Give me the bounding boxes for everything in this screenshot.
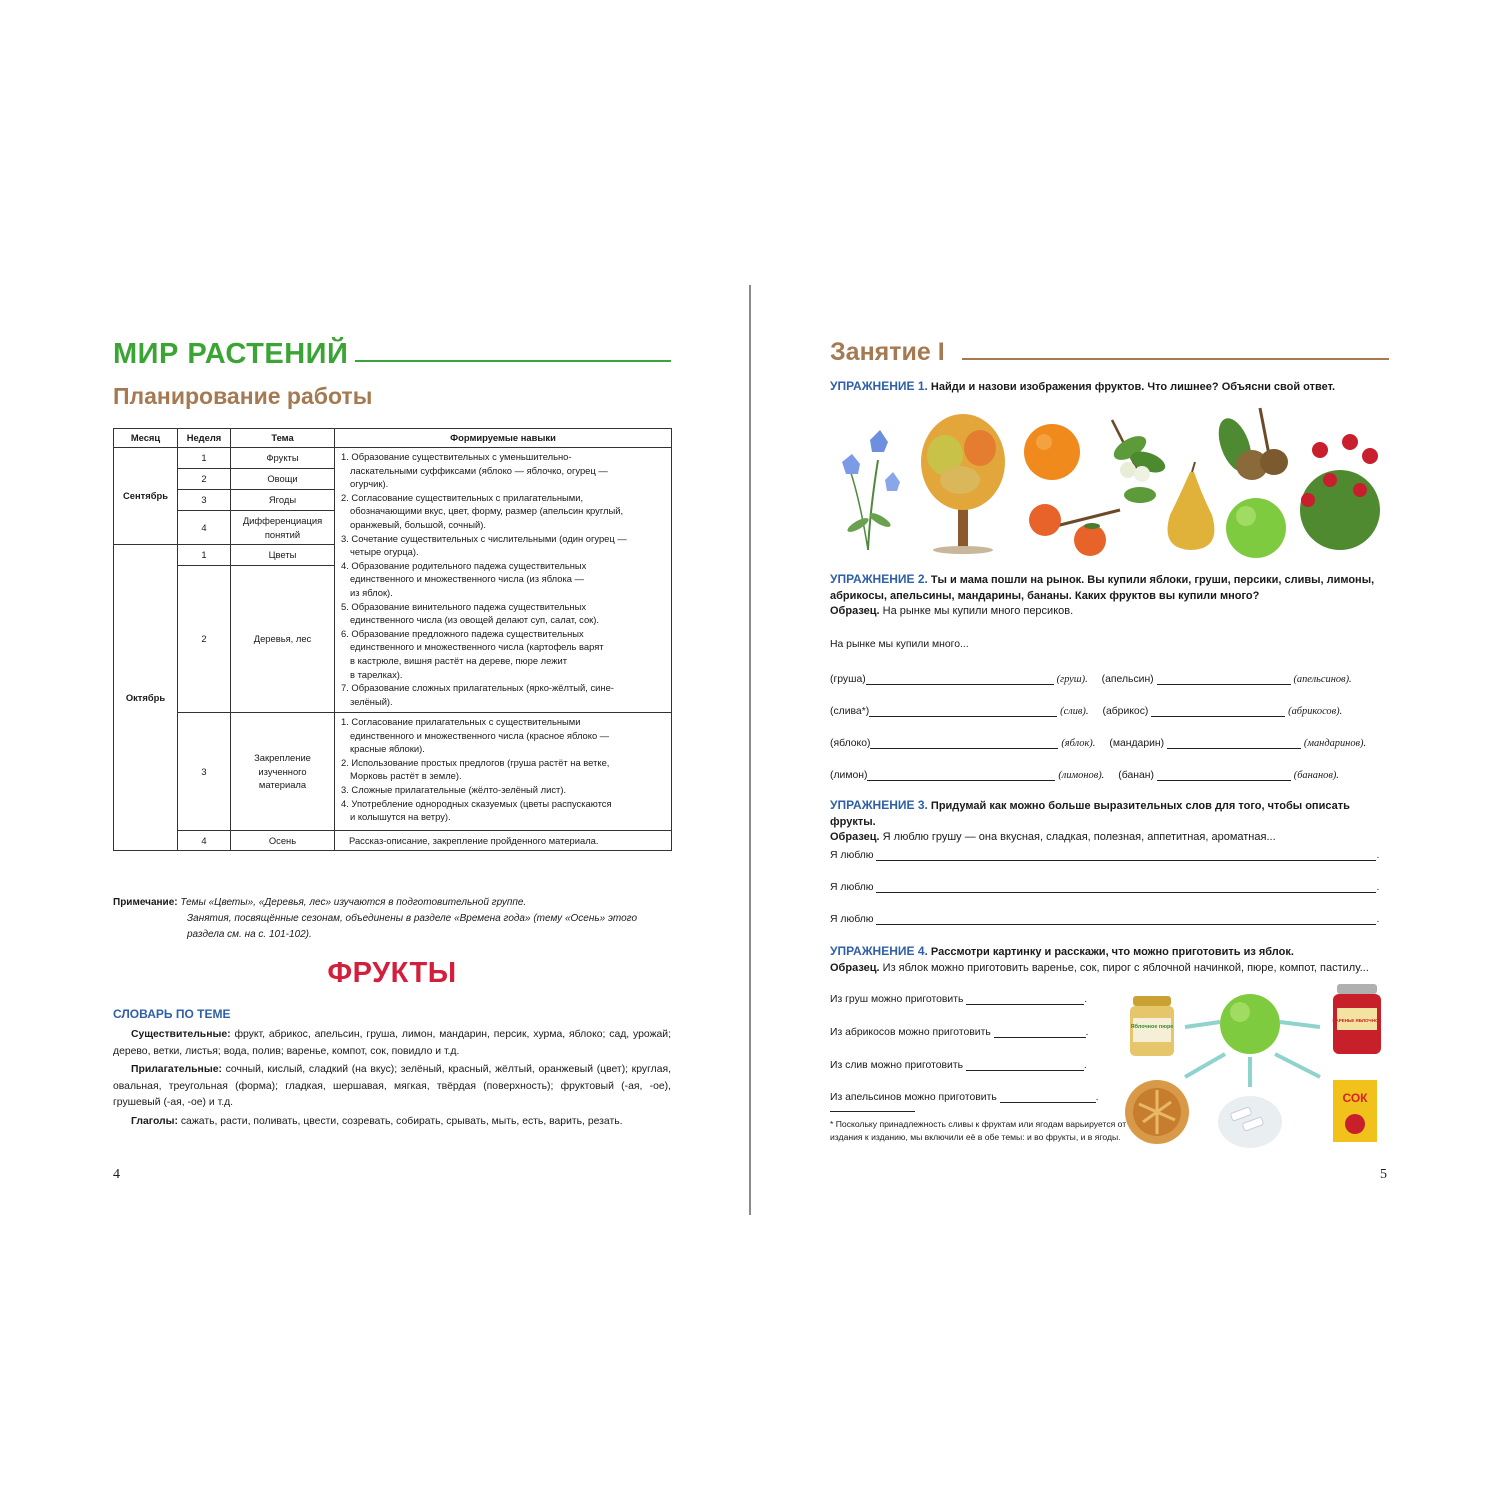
hazelnut-branch-image [1110,420,1168,503]
skill-line: из яблок). [350,586,393,598]
list-item: Из абрикосов можно приготовить . [830,1027,1089,1038]
month-cell: Сентябрь [114,448,178,545]
skill-line: 3. Сочетание существительных с числительными (один огурец — [341,532,627,544]
vocab-text: фрукт, абрикос, апельсин, груша, лимон, мандарин, персик, хурма, яблоко; сад, урожай; дерево, ветки, листья; вода, полив; варенье, компот, сок, повидло и т.д. [113,1029,671,1057]
heading-rule [962,358,1389,360]
pear-image [1168,462,1215,550]
fill-hint: (груш). [1056,674,1088,685]
exercise-2 [830,572,1390,620]
vocab-label: Существительные: [131,1029,231,1040]
answer-blank[interactable] [1167,736,1301,749]
answer-blank[interactable] [1157,768,1291,781]
sample-text: Из яблок можно приготовить варенье, сок, пирог с яблочной начинкой, пюре, компот, пастилу... [882,961,1369,974]
list-item: Я люблю . [830,882,1380,893]
vocab-label: Прилагательные: [131,1064,222,1075]
answer-blank[interactable] [869,704,1057,717]
skill-line: ласкательными суффиксами (яблоко — яблочко, огурец — [350,464,608,476]
sample-label: Образец. [830,961,880,974]
skills-list [341,450,667,708]
puree-jar-image [1130,996,1174,1056]
topic-cell: Деревья, лес [231,566,335,713]
topic-cell: Фрукты [231,448,335,469]
fill-word: (яблоко) [830,738,871,749]
skill-line: единственного и множественного числа (из яблока — [350,573,584,585]
vocab-text: сочный, кислый, сладкий (на вкус); зелёный, красный, жёлтый, оранжевый (цвет); круглая, овальная, треугольная (форма); гладкая, шершавая, мягкая, твёрдая (поверхность); фруктовый (-ая, -ое), грушевый (-ая, -ое) и т.д. [113,1064,672,1108]
planning-table [113,428,672,851]
table-row [830,672,1390,692]
skill-line: 7. Образование сложных прилагательных (ярко-жёлтый, сине- [341,682,614,694]
juice-box-label: СОК [1342,1091,1368,1105]
col-week: Неделя [178,429,231,448]
fill-hint: (бананов). [1293,770,1339,781]
skill-line: 4. Употребление однородных сказуемых (цветы распускаются [341,797,612,809]
week-cell: 3 [178,713,231,831]
answer-blank[interactable] [876,912,1376,925]
skill-line: обозначающими вкус, цвет, форму, размер (апельсин круглый, [350,505,624,517]
section-heading: МИР РАСТЕНИЙ [113,338,349,370]
sample-text: Я люблю грушу — она вкусная, сладкая, полезная, аппетитная, ароматная... [882,831,1276,843]
answer-blank[interactable] [966,1058,1084,1071]
table-row [830,736,1390,756]
bellflower-image [842,430,900,550]
jam-jar-image [1333,984,1382,1054]
answer-blank[interactable] [870,736,1058,749]
vocab-text: сажать, расти, поливать, цвести, созревать, собирать, срывать, мыть, есть, варить, резать. [180,1115,623,1127]
skills-list [341,715,667,824]
center-apple-image [1220,994,1280,1054]
col-skills: Формируемые навыки [335,429,672,448]
col-month: Месяц [114,429,178,448]
answer-blank[interactable] [866,672,1054,685]
note-line: раздела см. на с. 101-102). [187,929,312,940]
sample-label: Образец. [830,831,880,843]
vocab-verbs [113,1114,671,1131]
skill-line: 2. Использование простых предлогов (груша растёт на ветке, [341,756,610,768]
pie-image [1125,1080,1189,1144]
note-line: Занятия, посвящённые сезонам, объединены в разделе «Времена года» (тему «Осень» этого [187,913,638,924]
skill-line: огурчик). [350,478,389,490]
juice-box-image [1333,1080,1377,1142]
note-line: Темы «Цветы», «Деревья, лес» изучаются в подготовительной группе. [180,897,527,908]
topic-cell: Цветы [231,545,335,566]
page-number: 4 [113,1167,120,1182]
skill-line: 4. Образование родительного падежа существительных [341,559,587,571]
apple-products-picture [1125,982,1390,1157]
fruit-picture-strip [830,400,1390,560]
jam-jar-label: ВАРЕНЬЕ ЯБЛОЧНОЕ [1332,1018,1382,1023]
topic-cell: Осень [231,831,335,851]
skill-line: Морковь растёт в земле). [350,770,462,782]
fill-word: Я люблю [830,914,874,925]
fill-word: (абрикос) [1102,706,1149,717]
exercise-text: Рассмотри картинку и расскажи, что можно приготовить из яблок. [930,946,1294,958]
skill-line: красные яблоки). [350,743,425,755]
fill-hint: (мандаринов). [1303,738,1367,749]
fill-word: Из груш можно приготовить [830,994,964,1005]
table-row [830,704,1390,724]
table-row [114,713,672,831]
fill-word: Я люблю [830,850,874,861]
exercise-4 [830,944,1390,976]
green-apple-image [1226,498,1286,558]
vocab-adjectives [113,1062,671,1112]
fill-word: (груша) [830,674,866,685]
exercise-label: УПРАЖНЕНИЕ 3. [830,798,928,812]
autumn-tree-image [921,414,1005,554]
fill-word: (апельсин) [1101,674,1154,685]
vocab-heading: СЛОВАРЬ ПО ТЕМЕ [113,1007,231,1021]
kiwi-image [1212,408,1288,480]
skill-line: в тарелках). [350,668,403,680]
skill-line: оранжевый, большой, сочный). [350,518,486,530]
vocab-label: Глаголы: [131,1115,178,1127]
fill-word: (слива*) [830,706,870,717]
fill-word: (лимон) [830,770,868,781]
skill-line: четыре огурца). [350,546,419,558]
skills-cell [335,448,672,713]
topic-cell: Овощи [231,469,335,490]
skills-cell [335,713,672,831]
list-item: Из слив можно приготовить . [830,1060,1087,1071]
fill-hint: (яблок). [1061,738,1096,749]
orange-image [1024,424,1080,480]
week-cell: 4 [178,511,231,545]
skill-line: 5. Образование винительного падежа существительных [341,600,587,612]
week-cell: 2 [178,469,231,490]
vocab-nouns [113,1027,671,1060]
note-block [113,895,673,943]
topic-heading: ФРУКТЫ [327,957,457,989]
skill-line: 3. Сложные прилагательные (жёлто-зелёный лист). [341,783,567,795]
fill-hint: (лимонов). [1058,770,1105,781]
exercise-3 [830,798,1390,846]
answer-blank[interactable] [1151,704,1285,717]
skill-line: единственного и множественного числа (красное яблоко — [350,729,610,741]
answer-blank[interactable] [966,992,1084,1005]
list-item: Я люблю . [830,850,1380,861]
week-cell: 1 [178,545,231,566]
answer-blank[interactable] [876,880,1376,893]
exercise-label: УПРАЖНЕНИЕ 4. [830,944,928,958]
note-label: Примечание: [113,897,178,908]
ex2-lead: На рынке мы купили много... [830,639,969,650]
answer-blank[interactable] [1000,1090,1096,1103]
table-header-row [114,429,672,448]
skill-line: 1. Образование существительных с уменьшительно- [341,451,572,462]
exercise-text: Найди и назови изображения фруктов. Что лишнее? Объясни свой ответ. [930,381,1336,393]
skill-line: и колышутся на ветру). [350,811,451,823]
answer-blank[interactable] [876,848,1376,861]
table-row [114,831,672,851]
answer-blank[interactable] [867,768,1055,781]
lesson-title: Занятие I [830,338,945,366]
fill-hint: (абрикосов). [1288,706,1343,717]
skill-line: 6. Образование предложного падежа существительных [341,627,584,639]
table-row [830,768,1390,788]
skill-line: единственного числа (из овощей делают суп, салат, сок). [350,614,600,626]
sample-text: На рынке мы купили много персиков. [882,605,1074,617]
fill-word: Из апельсинов можно приготовить [830,1092,997,1103]
skills-cell: Рассказ-описание, закрепление пройденного материала. [335,831,672,851]
list-item: Я люблю . [830,914,1380,925]
month-cell: Октябрь [114,545,178,851]
skill-line: единственного и множественного числа (картофель варят [350,641,604,653]
answer-blank[interactable] [994,1025,1086,1038]
fill-word: Из абрикосов можно приготовить [830,1027,991,1038]
list-item: Из апельсинов можно приготовить . [830,1092,1099,1103]
skill-line: в кастрюле, вишня растёт на дереве, пюре лежит [350,654,568,666]
fill-word: (мандарин) [1109,738,1165,749]
week-cell: 3 [178,490,231,511]
persimmon-image [1029,504,1120,556]
skill-line: 2. Согласование существительных с прилагательными, [341,491,584,503]
list-item: Из груш можно приготовить . [830,994,1088,1005]
fill-hint: (апельсинов). [1293,674,1352,685]
fill-hint: (слив). [1060,706,1089,717]
topic-cell: Дифференциация понятий [231,511,335,545]
table-row [114,448,672,469]
topic-cell: Закрепление изученного материала [231,713,335,831]
exercise-text: Придумай как можно больше выразительных слов для того, чтобы описать фрукты. [830,800,1350,828]
footnote-rule [830,1111,915,1112]
skill-line: 1. Согласование прилагательных с существительными [341,716,581,727]
exercise-label: УПРАЖНЕНИЕ 1. [830,379,928,393]
week-cell: 2 [178,566,231,713]
exercise-1 [830,379,1390,396]
fill-word: Из слив можно приготовить [830,1060,963,1071]
puree-jar-label: Яблочное пюре [1130,1024,1174,1030]
exercise-text: Ты и мама пошли на рынок. Вы купили яблоки, груши, персики, сливы, лимоны, [930,574,1375,586]
week-cell: 4 [178,831,231,851]
section-subheading: Планирование работы [113,383,373,409]
heading-rule [355,360,671,362]
col-topic: Тема [231,429,335,448]
vocab-block [113,1027,671,1132]
skill-line: зелёный). [350,695,393,707]
answer-blank[interactable] [1157,672,1291,685]
page-divider [749,285,751,1215]
page-number: 5 [1380,1167,1387,1182]
rose-bush-image [1300,434,1380,550]
footnote: * Поскольку принадлежность сливы к фруктам или ягодам варьируется от издания к изданию, мы включили её в обе темы: и во фрукты, и в ягоды. [830,1119,1127,1142]
marshmallow-plate-image [1218,1096,1282,1148]
exercise-text: абрикосы, апельсины, мандарины, бананы. Каких фруктов вы купили много? [830,589,1260,602]
week-cell: 1 [178,448,231,469]
exercise-label: УПРАЖНЕНИЕ 2. [830,572,928,586]
fill-word: Я люблю [830,882,874,893]
sample-label: Образец. [830,605,880,617]
topic-cell: Ягоды [231,490,335,511]
fill-word: (банан) [1118,770,1154,781]
